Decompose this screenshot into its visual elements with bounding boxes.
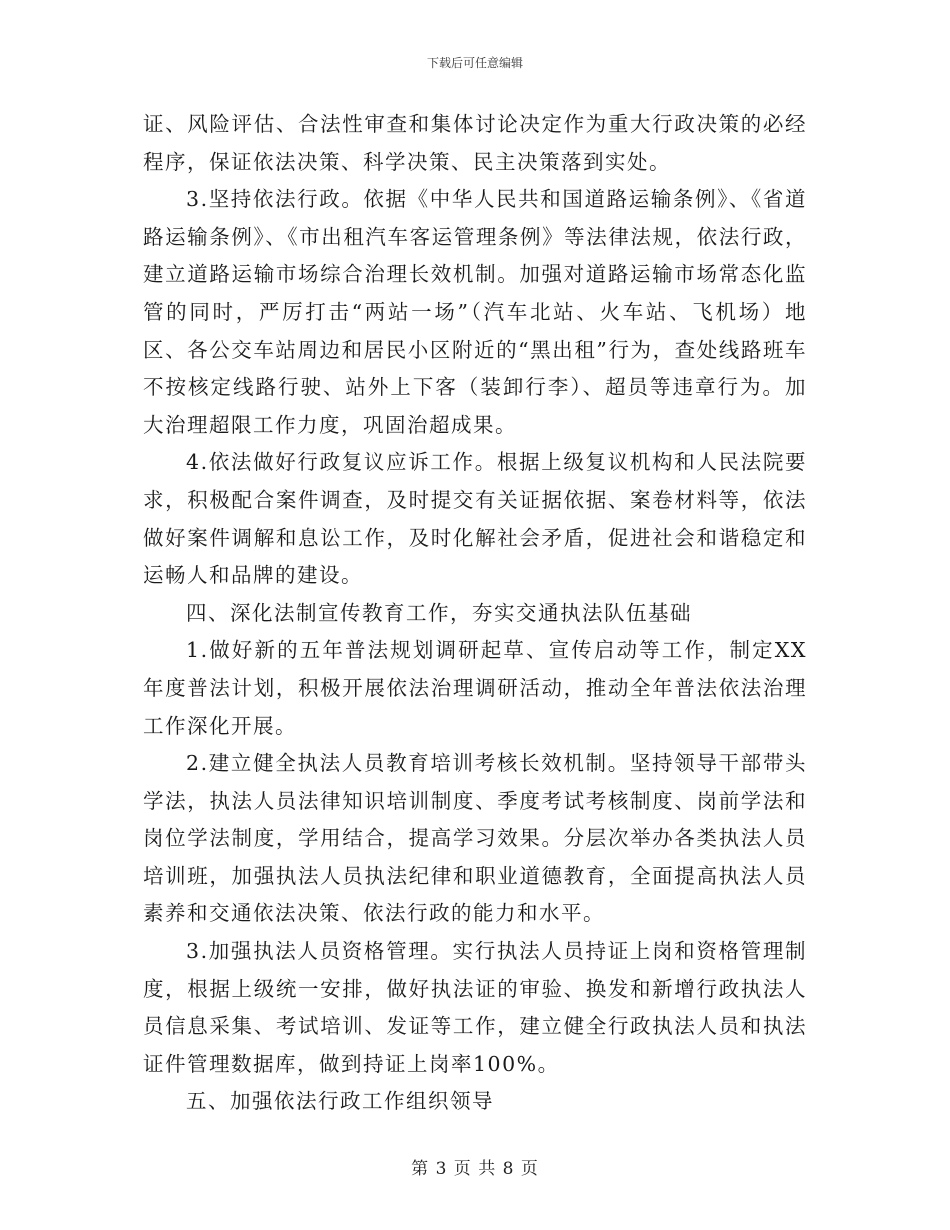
section-heading-5: 五、加强依法行政工作组织领导 (186, 1089, 495, 1114)
page-footer (0, 1154, 950, 1179)
page-number: 第 3 页 共 8 页 (411, 1159, 539, 1179)
paragraph-item-1-plan: 1.做好新的五年普法规划调研起草、宣传启动等工作，制定XX年度普法计划，积极开展依法治理调研活动，推动全年普法依法治理工作深化开展。 (143, 638, 807, 738)
section-heading-4: 四、深化法制宣传教育工作，夯实交通执法队伍基础 (186, 600, 693, 625)
document-body (143, 106, 807, 1121)
paragraph-item-2-training: 2.建立健全执法人员教育培训考核长效机制。坚持领导干部带头学法，执法人员法律知识培训制度、季度考试考核制度、岗前学法和岗位学法制度，学用结合，提高学习效果。分层次举办各类执法人员培训班，加强执法人员执法纪律和职业道德教育，全面提高执法人员素养和交通依法决策、依法行政的能力和水平。 (143, 751, 807, 926)
paragraph-continuation: 证、风险评估、合法性审查和集体讨论决定作为重大行政决策的必经程序，保证依法决策、科学决策、民主决策落到实处。 (143, 112, 807, 174)
paragraph-item-3-qualification: 3.加强执法人员资格管理。实行执法人员持证上岗和资格管理制度，根据上级统一安排，做好执法证的审验、换发和新增行政执法人员信息采集、考试培训、发证等工作，建立健全行政执法人员和执法证件管理数据库，做到持证上岗率100%。 (143, 939, 807, 1076)
header-note: 下载后可任意编辑 (426, 56, 523, 70)
paragraph-item-4-review: 4.依法做好行政复议应诉工作。根据上级复议机构和人民法院要求，积极配合案件调查，及时提交有关证据依据、案卷材料等，依法做好案件调解和息讼工作，及时化解社会矛盾，促进社会和谐稳定和运畅人和品牌的建设。 (143, 450, 807, 588)
paragraph-item-3-law-enforcement: 3.坚持依法行政。依据《中华人民共和国道路运输条例》、《省道路运输条例》、《市出租汽车客运管理条例》等法律法规，依法行政，建立道路运输市场综合治理长效机制。加强对道路运输市场常态化监管的同时，严厉打击“两站一场”（汽车北站、火车站、飞机场）地区、各公交车站周边和居民小区附近的“黑出租”行为，查处线路班车不按核定线路行驶、站外上下客（装卸行李）、超员等违章行为。加大治理超限工作力度，巩固治超成果。 (143, 187, 807, 437)
page-header (0, 54, 950, 71)
